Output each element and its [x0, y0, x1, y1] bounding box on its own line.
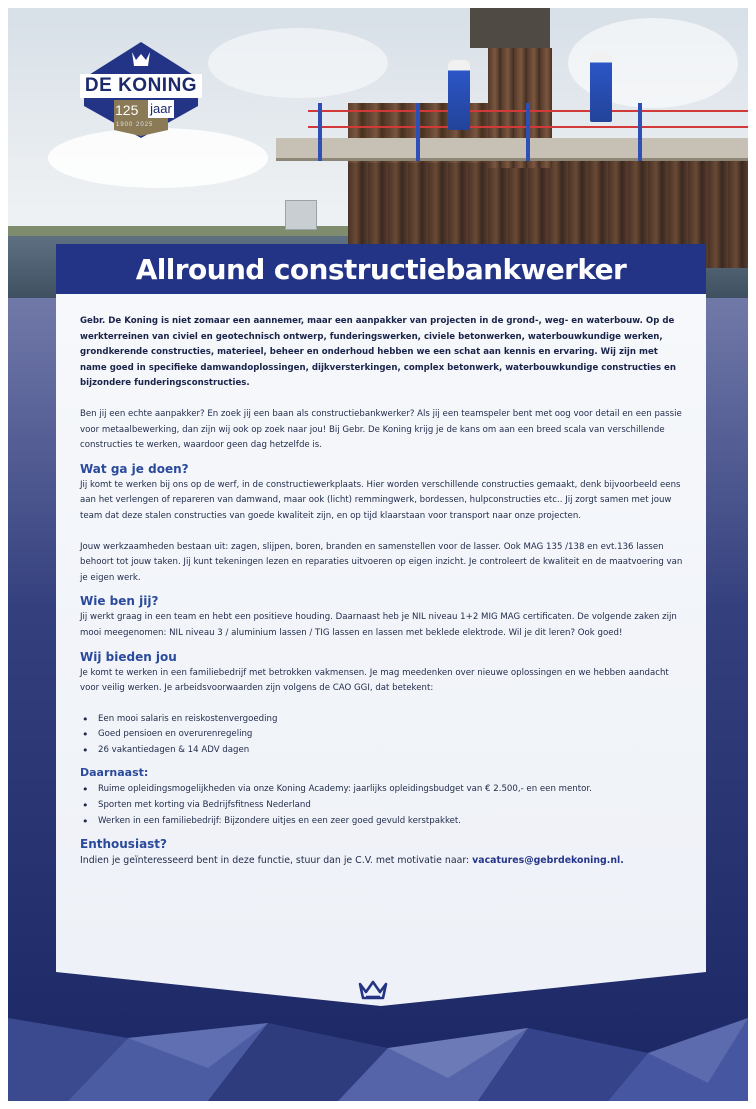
crane-hook [470, 8, 550, 48]
cloud [208, 28, 388, 98]
heading-wat-ga-je-doen: Wat ga je doen? [80, 461, 189, 476]
rail-post [416, 103, 420, 161]
heading-wie-ben-jij: Wie ben jij? [80, 594, 159, 609]
distant-building [285, 200, 317, 230]
rail-post [318, 103, 322, 161]
intro-paragraph: Gebr. De Koning is niet zomaar een aannemer, maar een aanpakker van projecten in de grond-, weg- en waterbouw. Op de werkterreinen van civiel en geotechnisch ontwerp, funderingswerken, civiele betonwerken, waterbouwkundige werken, grondkerende constructies, materieel, beheer en onderhoud hebben we een schat aan kennis en ervaring. Wij zijn met name goed in specifieke damwandoplossingen, dijkversterkingen, complex betonwerk, waterbouwkundige constructies en bijzondere funderingsconstructies. [80, 316, 677, 389]
list-item: • Werken in een familiebedrijf: Bijzondere uitjes en een zeer goed gevuld kerstpakket. [80, 814, 684, 830]
rail-post [526, 103, 530, 161]
benefits-list [80, 712, 684, 759]
content-body [80, 314, 684, 869]
vacancy-poster [8, 8, 748, 1101]
email-link[interactable]: vacatures@gebrdekoning.nl. [472, 855, 624, 867]
work-platform [276, 138, 748, 161]
company-logo [80, 38, 202, 140]
rail-post [638, 103, 642, 161]
page-title: Allround constructiebankwerker [135, 253, 627, 286]
list-item: • Goed pensioen en overurenregeling [80, 727, 684, 743]
bieden-paragraph: Je komt te werken in een familiebedrijf met betrokken vakmensen. Je mag meedenken over nieuwe oplossingen en we hebben aandacht voor veilig werken. Je arbeidsvoorwaarden zijn volgens de CAO GGI, dat betekent: [80, 667, 669, 694]
wat-paragraph-1: Jij komt te werken bij ons op de werf, in de constructiewerkplaats. Hier worden verschillende constructies gemaakt, denk bijvoorbeeld eens aan het verlengen of repareren van damwand, maar ook (licht) remmingwerk, bordessen, hulpconstructies etc.. Jij zorgt samen met jouw team dat deze stalen constructies van goede kwaliteit zijn, en op tijd klaarstaan voor transport naar onze projecten. [80, 479, 681, 521]
logo-wordmark: DE KONING [80, 74, 202, 98]
heading-enthousiast: Enthousiast? [80, 837, 167, 852]
list-item: • Ruime opleidingsmogelijkheden via onze Koning Academy: jaarlijks opleidingsbudget van € 2.500,- en een mentor. [80, 782, 684, 798]
logo-anniversary: 125 [115, 102, 139, 118]
worker-figure [448, 60, 470, 130]
content-card [56, 294, 706, 966]
heading-daarnaast: Daarnaast: [80, 766, 149, 780]
contact-line [80, 853, 684, 869]
worker-figure [590, 52, 612, 122]
heading-wij-bieden-jou: Wij bieden jou [80, 649, 177, 664]
extras-list [80, 782, 684, 829]
list-item: • 26 vakantiedagen & 14 ADV dagen [80, 743, 684, 759]
title-bar [56, 244, 706, 294]
logo-jaar: jaar [148, 100, 174, 118]
contact-text: Indien je geïnteresseerd bent in deze functie, stuur dan je C.V. met motivatie naar: [80, 855, 470, 867]
crown-icon [357, 976, 389, 1002]
list-item: • Een mooi salaris en reiskostenvergoeding [80, 712, 684, 728]
wat-paragraph-2: Jouw werkzaamheden bestaan uit: zagen, slijpen, boren, branden en samenstellen voor de lasser. Ook MAG 135 /138 en evt.136 lassen behoort tot jouw taken. Jij kunt tekeningen lezen en reparaties uitvoeren op eigen inzicht. Je controleert de kwaliteit en de maatvoering van je eigen werk. [80, 541, 683, 583]
list-item: • Sporten met korting via Bedrijfsfitness Nederland [80, 798, 684, 814]
intro-paragraph-2: Ben jij een echte aanpakker? En zoek jij een baan als constructiebankwerker? Als jij een teamspeler bent met oog voor detail en een passie voor metaalbewerking, dan zijn wij ook op zoek naar jou! Bij Gebr. De Koning krijg je de kans om aan een breed scala van verschillende constructies te werken, waardoor geen dag hetzelfde is. [80, 408, 682, 451]
polygon-band [8, 1018, 748, 1101]
wie-paragraph: Jij werkt graag in een team en hebt een positieve houding. Daarnaast heb je NIL niveau 1+2 MIG MAG certificaten. De volgende zaken zijn mooi meegenomen: NIL niveau 3 / aluminium lassen / TIG lassen en lassen met beklede elektrode. Wil je dit leren? Ook goed! [80, 612, 677, 638]
logo-years: 1900 2025 [116, 122, 154, 128]
